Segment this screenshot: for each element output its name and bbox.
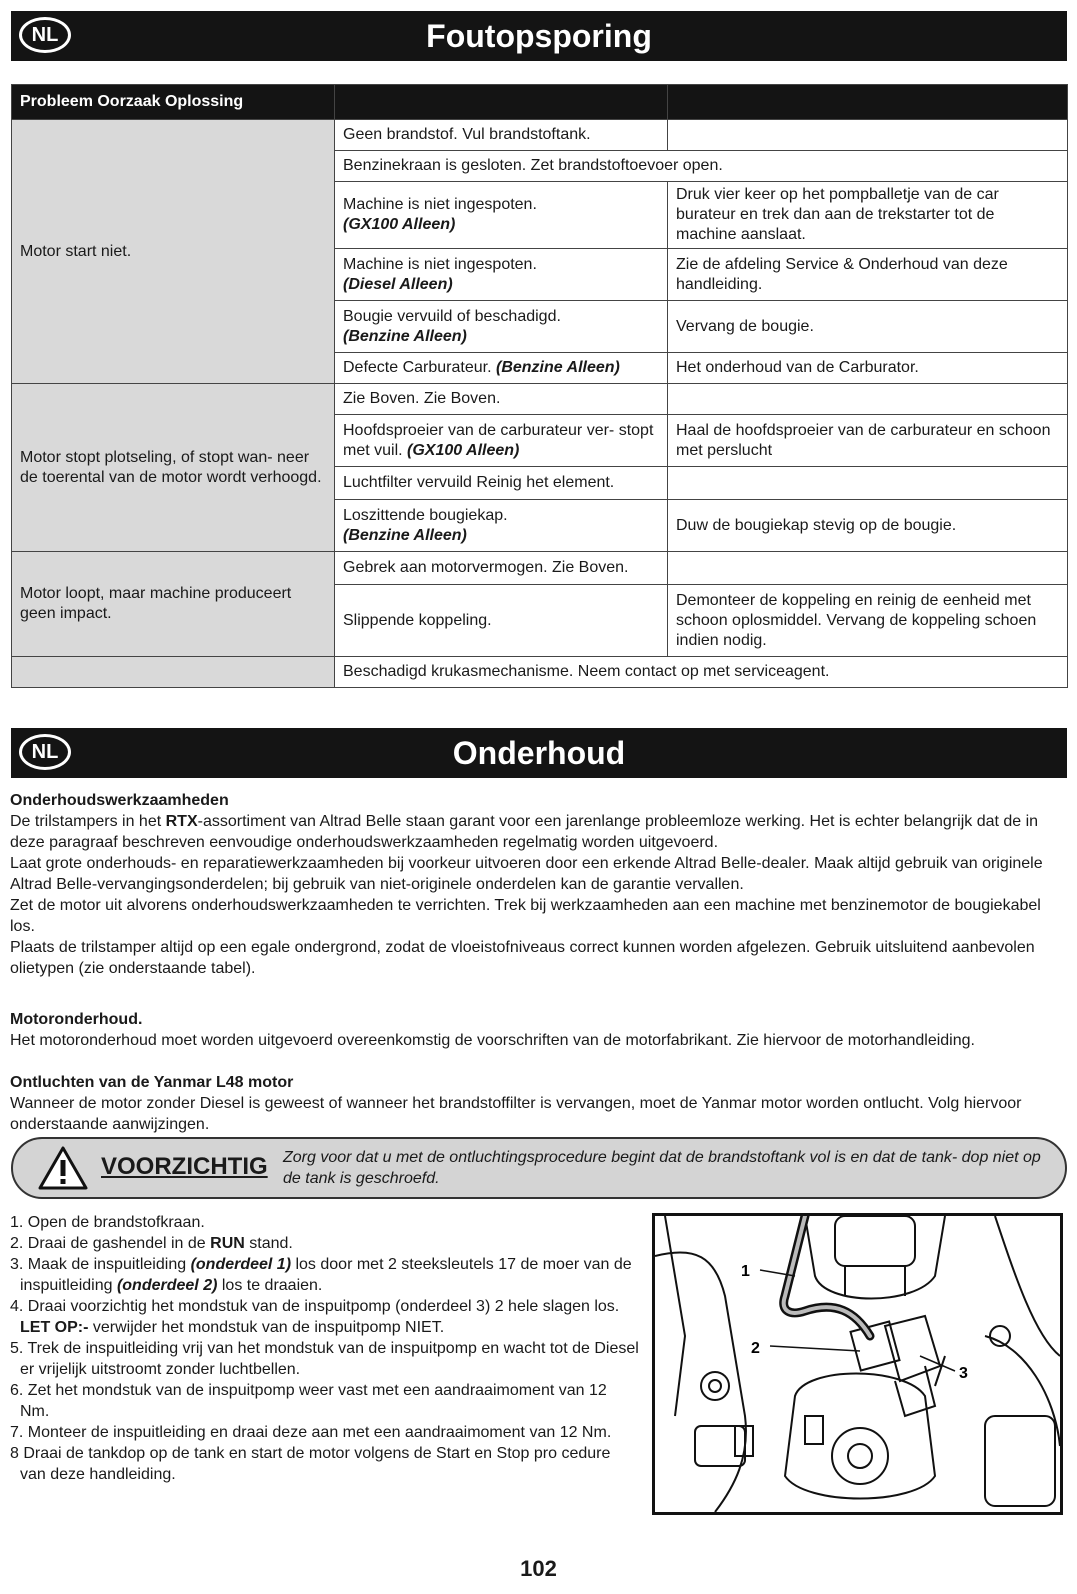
solution-cell: Duw de bougiekap stevig op de bougie. <box>668 500 1068 552</box>
language-badge: NL <box>19 17 71 53</box>
cause-cell: Luchtfilter vervuild Reinig het element. <box>335 467 668 500</box>
cause-cell: Bougie vervuild of beschadigd. (Benzine Alleen) <box>335 301 668 353</box>
solution-cell: Druk vier keer op het pompballetje van de car burateur en trek dan aan de trekstarter tot de machine aanslaat. <box>668 182 1068 249</box>
section-banner-foutopsporing <box>11 11 1067 61</box>
list-item: 8 Draai de tankdop op de tank en start de motor volgens de Start en Stop pro cedure van deze handleiding. <box>10 1445 611 1483</box>
callout-1: 1 <box>741 1263 750 1280</box>
list-item: 1. Open de brandstofkraan. <box>10 1214 205 1231</box>
list-item: 3. Maak de inspuitleiding (onderdeel 1) los door met 2 steeksleutels 17 de moer van de inspuitleiding (onderdeel 2) los te draaien. <box>10 1256 632 1294</box>
problem-cell: Motor start niet. <box>12 120 335 384</box>
paragraph: Plaats de trilstamper altijd op een egale ondergrond, zodat de vloeistofniveaus correct kunnen worden afgelezen. Gebruik uitsluitend aanbevolen olietypen (zie onderstaande tabel). <box>10 939 1035 977</box>
solution-cell: Haal de hoofdsproeier van de carburateur en schoon met perslucht <box>668 415 1068 467</box>
cause-cell: Beschadigd krukasmechanisme. Neem contact op met serviceagent. <box>335 657 1068 688</box>
bleeding-heading: Ontluchten van de Yanmar L48 motor <box>10 1074 294 1091</box>
paragraph: Wanneer de motor zonder Diesel is geweest of wanneer het brandstoffilter is vervangen, moet de Yanmar motor worden ontlucht. Volg hiervoor onderstaande aanwijzingen. <box>10 1095 1022 1133</box>
section-title: Onderhoud <box>452 735 626 771</box>
cause-cell: Loszittende bougiekap. (Benzine Alleen) <box>335 500 668 552</box>
solution-cell: Zie de afdeling Service & Onderhoud van deze handleiding. <box>668 249 1068 301</box>
page-number: 102 <box>520 1556 557 1581</box>
cause-cell: Zie Boven. Zie Boven. <box>335 384 668 415</box>
caution-text: Zorg voor dat u met de ontluchtingsprocedure begint dat de brandstoftank vol is en dat de tank- dop niet op de tank is geschroefd. <box>283 1149 1041 1187</box>
cause-cell: Gebrek aan motorvermogen. Zie Boven. <box>335 552 668 585</box>
paragraph: Zet de motor uit alvorens onderhoudswerkzaamheden te verrichten. Trek bij werkzaamheden aan een machine met benzinemotor de bougiekabel los. <box>10 897 1041 935</box>
warning-icon <box>37 1145 89 1191</box>
section-title: Foutopsporing <box>426 18 652 54</box>
troubleshooting-table <box>11 84 1068 688</box>
cause-cell: Defecte Carburateur. (Benzine Alleen) <box>335 353 668 384</box>
paragraph: De trilstampers in het RTX-assortiment van Altrad Belle staan garant voor een jarenlange probleemloze werking. Het is echter belangrijk dat de in deze paragraaf beschreven eenvoudige onderhoudswerkzaamheden regelmatig worden uitgevoerd. <box>10 813 1039 851</box>
list-item: 4. Draai voorzichtig het mondstuk van de inspuitpomp (onderdeel 3) 2 hele slagen los. LET OP:- verwijder het mondstuk van de inspuitpomp NIET. <box>10 1298 620 1336</box>
cause-cell: Hoofdsproeier van de carburateur ver- stopt met vuil. (GX100 Alleen) <box>335 415 668 467</box>
motor-maintenance-section <box>10 1009 1066 1051</box>
solution-cell: Vervang de bougie. <box>668 301 1068 353</box>
list-item: 2. Draai de gashendel in de RUN stand. <box>10 1235 293 1252</box>
engine-illustration <box>652 1213 1063 1515</box>
callout-3: 3 <box>959 1365 968 1382</box>
table-row <box>12 384 1068 415</box>
callout-2: 2 <box>751 1340 760 1357</box>
cause-cell: Machine is niet ingespoten. (Diesel Alleen) <box>335 249 668 301</box>
solution-cell: Demonteer de koppeling en reinig de eenheid met schoon oplosmiddel. Vervang de koppeling schoen indien nodig. <box>668 585 1068 657</box>
engine-drawing <box>655 1216 1060 1512</box>
maintenance-section <box>10 790 1066 979</box>
table-row <box>12 120 1068 151</box>
table-header: Probleem Oorzaak Oplossing <box>12 85 335 120</box>
problem-cell: Motor loopt, maar machine produceert geen impact. <box>12 552 335 657</box>
cause-cell: Geen brandstof. Vul brandstoftank. <box>335 120 668 151</box>
cause-cell: Slippende koppeling. <box>335 585 668 657</box>
section-banner-onderhoud <box>11 728 1067 778</box>
list-item: 7. Monteer de inspuitleiding en draai deze aan met een aandraaimoment van 12 Nm. <box>10 1424 612 1441</box>
problem-cell: Motor stopt plotseling, of stopt wan- neer de toerental van de motor wordt verhoogd. <box>12 384 335 552</box>
list-item: 5. Trek de inspuitleiding vrij van het mondstuk van de inspuitpomp en wacht tot de Diesel er vrijelijk uitstroomt zonder luchtbellen. <box>10 1340 639 1378</box>
table-row <box>12 552 1068 585</box>
maintenance-heading: Onderhoudswerkzaamheden <box>10 792 229 809</box>
caution-box <box>11 1137 1067 1199</box>
caution-label: VOORZICHTIG <box>101 1153 268 1180</box>
paragraph: Het motoronderhoud moet worden uitgevoerd overeenkomstig de voorschriften van de motorfabrikant. Zie hiervoor de motorhandleiding. <box>10 1032 975 1049</box>
list-item: 6. Zet het mondstuk van de inspuitpomp weer vast met een aandraaimoment van 12 Nm. <box>10 1382 607 1420</box>
paragraph: Laat grote onderhouds- en reparatiewerkzaamheden bij voorkeur uitvoeren door een erkende Altrad Belle-dealer. Maak altijd gebruik van originele Altrad Belle-vervangingsonderdelen; bij gebruik van niet-originele onderdelen kan de garantie vervallen. <box>10 855 1043 893</box>
solution-cell: Het onderhoud van de Carburator. <box>668 353 1068 384</box>
cause-cell: Machine is niet ingespoten. (GX100 Alleen) <box>335 182 668 249</box>
bleeding-steps <box>10 1212 640 1485</box>
motor-heading: Motoronderhoud. <box>10 1011 143 1028</box>
table-row <box>12 657 1068 688</box>
language-badge: NL <box>19 734 71 770</box>
bleeding-section <box>10 1072 1066 1135</box>
cause-cell: Benzinekraan is gesloten. Zet brandstoftoevoer open. <box>335 151 1068 182</box>
